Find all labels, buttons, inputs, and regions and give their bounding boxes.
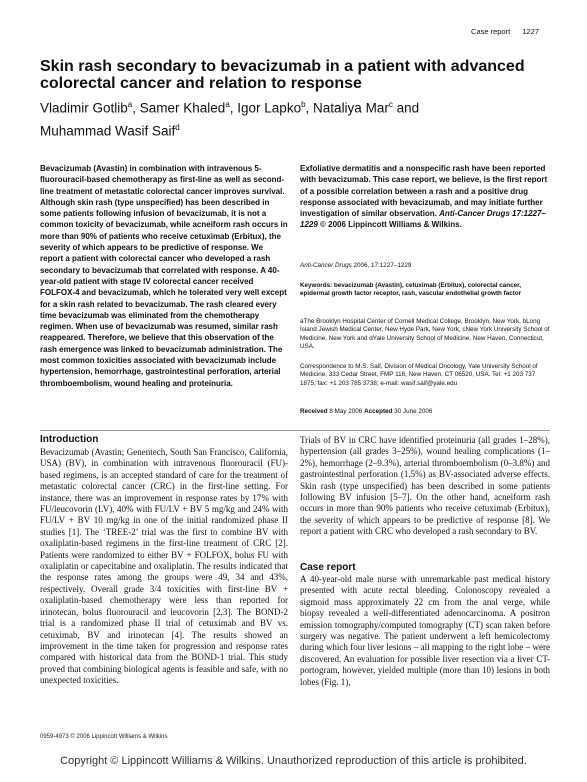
author-affiliation: a xyxy=(225,100,230,109)
intro-text: Bevacizumab (Avastin; Genentech, South San Francisco, California, USA) (BV), in combination with intravenous fluorouracil (FU)-based regimens, is an accepted standard of care for the treatment of metastatic colorectal cancer (CRC) in the first-line setting. For instance, there was an improvement in response rates by 17% with FU/leucovorin (LV), 40% with FU/LV + BV 5 mg/kg and 24% with FU/LV + BV 10 mg/kg in one of the initial randomized phase II studies [1]. The ‘TREE-2’ trial was the first to combine BV with oxaliplatin-based regimens in the first-line treatment of CRC [2]. Patients were randomized to either BV + FOLFOX, bolus FU with oxaliplatin or capecitabine and oxaliplatin. The results indicated that the response rates among the groups were 49, 34 and 43%, respectively. Overall grade 3/4 toxicities with first-line BV + oxaliplatin-based chemotherapy were less than reported for irinotecan, bolus fluorouracil and leucovorin [2,3]. The BOND-2 trial is a randomized phase II trial of cetuximab and BV vs. cetuximab, BV and irinotecan [4]. The results showed an improvement in the time taken for progression and response rates compared with historical data from the BOND-1 trial. This study proved that combining biological agents is feasible and safe, with no unexpected toxicities. xyxy=(40,447,288,686)
journal-line: Anti-Cancer Drugs 2006, 17:1227–1229 xyxy=(300,262,412,269)
keywords-label: Keywords: xyxy=(300,282,333,289)
article-title: Skin rash secondary to bevacizumab in a patient with advanced colorectal cancer and relation to response xyxy=(40,58,525,92)
issn-footer: 0959-4973 © 2006 Lippincott Williams & Wilkins xyxy=(40,734,168,740)
case-report-heading: Case report xyxy=(300,562,356,573)
abstract-citation: Anti-Cancer Drugs 17:1227–1229 xyxy=(300,209,546,230)
keywords-text: bevacizumab (Avastin), cetuximab (Erbitux), colorectal cancer, epidermal growth factor receptor, rash, vascular endothelial growth factor xyxy=(300,282,522,298)
case-report-text: A 40-year-old male nurse with unremarkable past medical history presented with acute rectal bleeding. Colonoscopy revealed a sigmoid mass approximately 22 cm from the anal verge, while biopsy revealed a well-differentiated adenocarcinoma. A positron emission tomography/computed tomography (CT) scan taken before surgery was negative. The patient underwent a left hemicolectomy during which four liver lesions – all mapping to the right lobe – were discovered. An evaluation for possible liver resection via a liver CT-portogram, however, yielded multiple (more than 10) lesions in both lobes (Fig. 1), xyxy=(300,574,550,687)
author-affiliation: a xyxy=(127,100,133,109)
author-affiliation: c xyxy=(388,100,393,109)
intro-heading: Introduction xyxy=(40,434,99,445)
abstract-right xyxy=(300,163,550,231)
page-number: 1227 xyxy=(522,27,539,36)
author: Samer Khaled xyxy=(139,100,226,116)
correspondence: Correspondence to M.S. Saif, Division of Medical Oncology, Yale University School of Medicine, 333 Cedar Street, FMP 116, New Haven, CT 06520, USA. Tel: +1 203 737 1875; fax: +1 203 785 3738; e-mail: wasif.saif@yale.edu xyxy=(300,363,538,387)
copyright-notice: Copyright © Lippincott Williams & Wilkins. Unauthorized reproduction of this article is prohibited. xyxy=(60,755,527,767)
author-affiliation: b xyxy=(301,100,306,109)
author-list: Vladimir Gotlib$^a$, Samer Khaled$^a$, Igor Lapko$^b$, Nataliya Mar$^c$ and Muhammad Wasif Saif$^d$ xyxy=(40,100,420,138)
running-header xyxy=(471,27,539,36)
right-column-text: Trials of BV in CRC have identified proteinuria (all grades 1–28%), hypertension (all grades 3–25%), wound healing complications (1–2%), hemorrhage (2–9.3%), arterial thromboembolism (0–3.8%) and gastrointestinal perforation (1.5%) as BV-associated adverse effects. Skin rash (type unspecified) has been described in some patients following BV infusion [5–7]. On the other hand, acneiform rash occurs in more than 90% patients who receive cetuximab (Erbitux), the severity of which appears to be predictive of response [8]. We report a patient with CRC who developed a rash secondary to BV. xyxy=(300,435,550,537)
keywords xyxy=(300,282,550,299)
author-affiliation: d xyxy=(175,122,180,132)
abstract-text: Exfoliative dermatitis and a nonspecific rash have been reported with bevacizumab. This case report, we believe, is the first report of a possible correlation between a rash and a positive drug response associated with bevacizumab, and may initiate further investigation of similar observation. xyxy=(300,164,548,219)
section-divider xyxy=(40,430,550,431)
affiliations: aThe Brooklyn Hospital Center of Cornell Medical College, Brooklyn, New York, bLong Island Jewish Medical Center, New Hyde Park, New York, cNew York University School of Medicine, New York and dYale University School of Medicine, New Haven, Connecticut, USA. xyxy=(300,318,550,351)
section-label: Case report xyxy=(471,27,511,36)
author: Vladimir Gotlib xyxy=(40,100,128,116)
author: Muhammad Wasif Saif xyxy=(40,123,176,138)
abstract-copyright: © 2006 Lippincott Williams & Wilkins. xyxy=(320,220,462,230)
author: Igor Lapko xyxy=(237,100,302,116)
author: Nataliya Mar xyxy=(313,100,389,116)
received-accepted: Received 8 May 2006 Accepted 30 June 2006 xyxy=(300,408,433,415)
abstract-left: Bevacizumab (Avastin) in combination with intravenous 5-fluorouracil-based chemotherapy as first-line as well as second-line treatment of metastatic colorectal cancer improves survival. Although skin rash (type unspecified) has been described in some patients following infusion of bevacizumab, it is not a common toxicity of bevacizumab, while acneiform rash occurs in more than 90% of patients who receive cetuximab (Erbitux), the severity of which appears to be predictive of response. We report a patient with colorectal cancer who developed a rash secondary to bevacizumab that correlated with response. A 40-year-old patient with stage IV colorectal cancer received FOLFOX-4 and bevacizumab, which he tolerated very well except for a skin rash related to bevacizumab. The rash cleared every time bevacizumab was eliminated from the chemotherapy regimen. When use of bevacizumab was resumed, similar rash reappeared. Therefore, we believe that this observation of the rash emergence was linked to bevacizumab administration. The most common toxicities associated with bevacizumab include hypertension, hemorrhage, gastrointestinal perforation, arterial thromboembolism, wound healing and proteinuria. xyxy=(40,164,288,388)
